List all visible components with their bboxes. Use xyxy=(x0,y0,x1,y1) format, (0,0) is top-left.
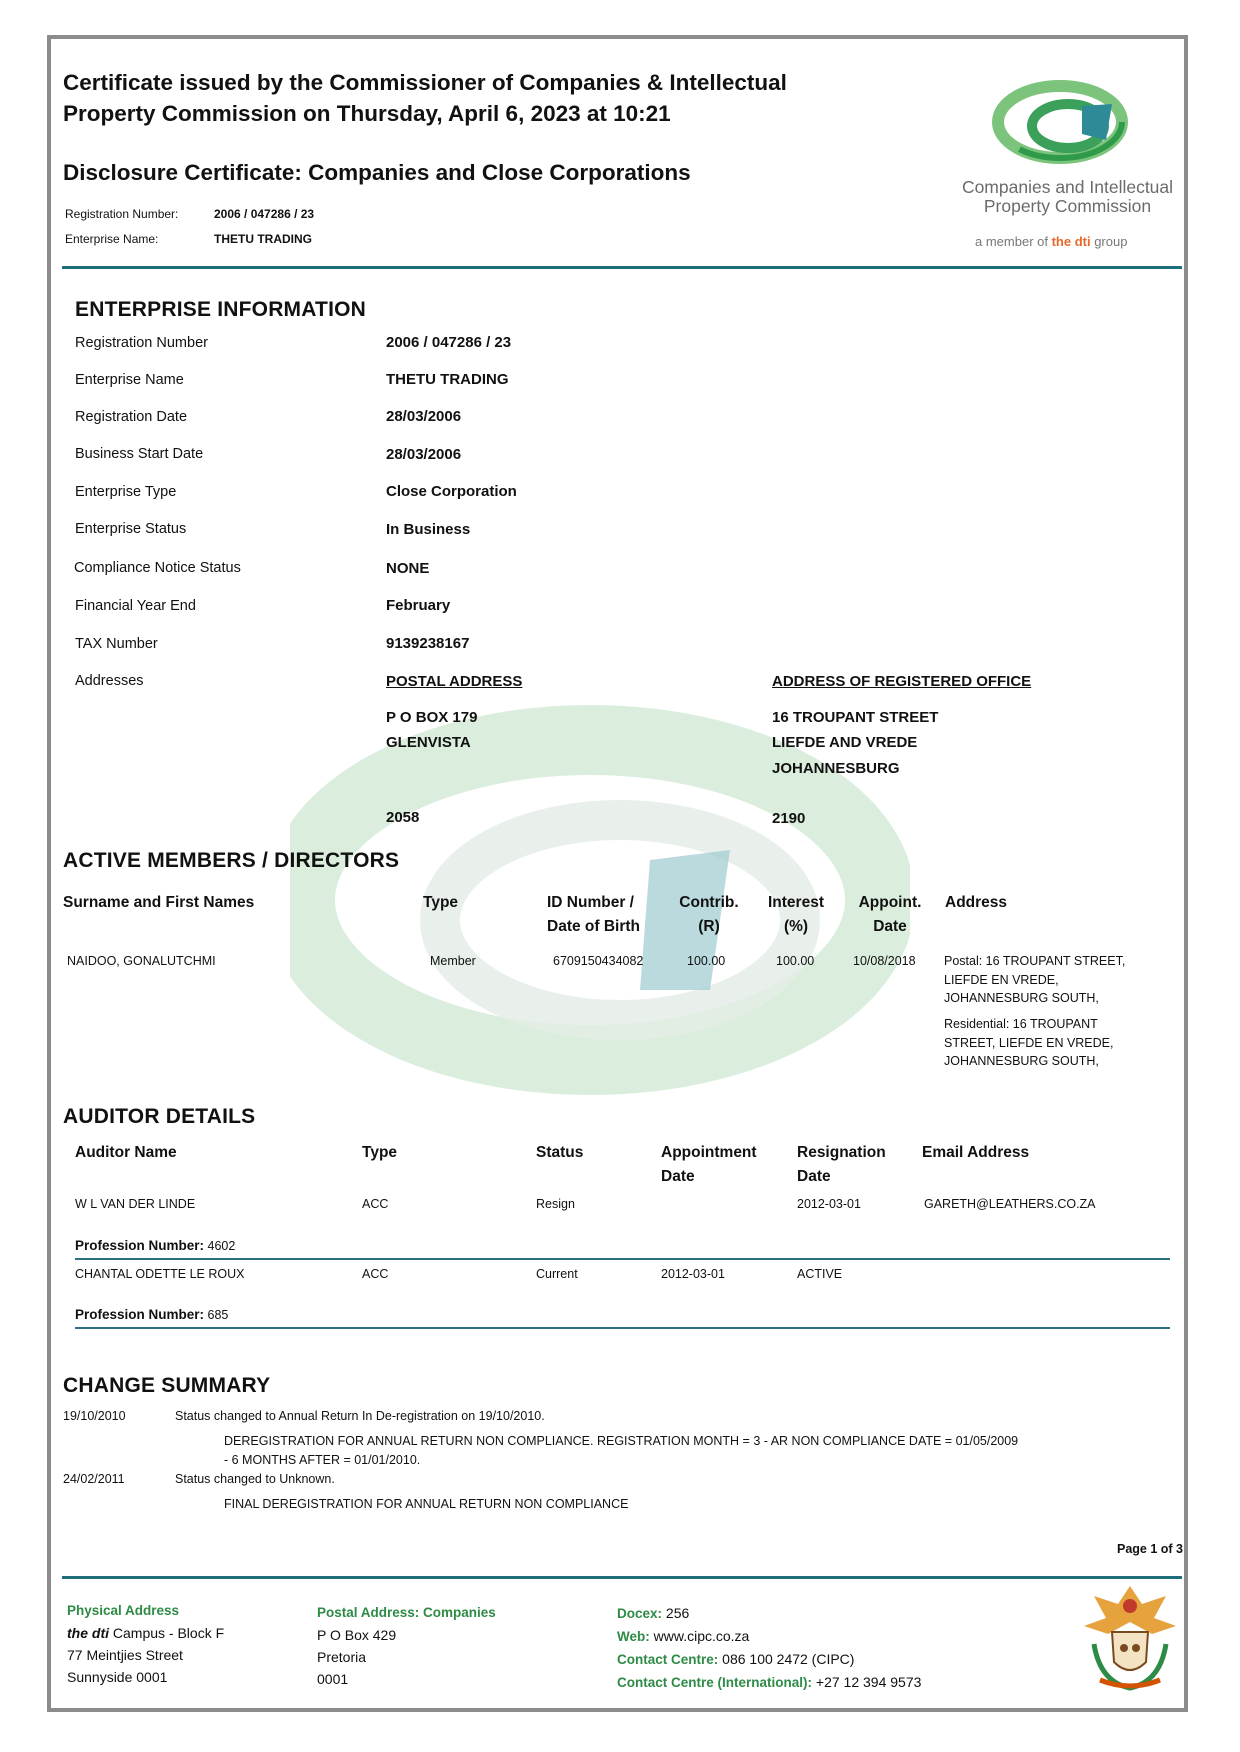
postal-address-heading: POSTAL ADDRESS xyxy=(386,673,523,690)
footer-postal-heading: Postal Address: Companies xyxy=(317,1605,496,1620)
footer-dti-brand: the dti xyxy=(67,1625,109,1641)
members-col-id xyxy=(547,891,640,939)
footer-web-label: Web: xyxy=(617,1629,650,1644)
auditor-appointment: 2012-03-01 xyxy=(661,1267,725,1281)
member-contrib: 100.00 xyxy=(687,954,726,968)
members-col-type: Type xyxy=(423,894,459,911)
members-col-appoint xyxy=(855,891,925,939)
footer-physical-line1 xyxy=(67,1622,224,1644)
field-value: February xyxy=(386,597,451,614)
logo-tagline-pre: a member of xyxy=(975,234,1052,249)
registered-line: 16 TROUPANT STREET xyxy=(772,709,939,726)
auditors-col-resignation-line2: Date xyxy=(797,1168,831,1185)
footer-contact-centre xyxy=(617,1648,921,1671)
members-col-appoint-line2: Date xyxy=(873,918,907,935)
members-col-interest-line2: (%) xyxy=(783,918,809,935)
footer-postal xyxy=(317,1602,496,1690)
footer-postal-line2: Pretoria xyxy=(317,1649,367,1665)
footer-postal-line3: 0001 xyxy=(317,1671,349,1687)
footer-contact-centre-intl xyxy=(617,1671,921,1694)
registered-office-heading: ADDRESS OF REGISTERED OFFICE xyxy=(772,673,1032,690)
profession-number: 4602 xyxy=(207,1239,236,1253)
change-date: 19/10/2010 xyxy=(63,1409,126,1423)
coat-of-arms-icon xyxy=(1080,1582,1180,1694)
auditor-name: CHANTAL ODETTE LE ROUX xyxy=(75,1267,245,1281)
field-label: Business Start Date xyxy=(75,446,204,462)
members-col-name: Surname and First Names xyxy=(63,894,255,911)
auditor-status: Current xyxy=(536,1267,578,1281)
profession-label: Profession Number: xyxy=(75,1307,205,1322)
auditors-col-appointment-line1: Appointment xyxy=(661,1144,757,1161)
members-col-interest-line1: Interest xyxy=(768,894,824,911)
header-name-value: THETU TRADING xyxy=(214,232,312,246)
auditors-col-appointment xyxy=(661,1141,757,1189)
header-divider xyxy=(62,266,1182,269)
footer-physical-line1-rest: Campus - Block F xyxy=(109,1625,225,1641)
logo-text-line2: Property Commission xyxy=(983,196,1152,216)
member-appoint: 10/08/2018 xyxy=(853,954,916,968)
footer-web xyxy=(617,1625,921,1648)
postal-code: 2058 xyxy=(386,809,420,826)
footer-divider xyxy=(62,1576,1182,1579)
members-col-appoint-line1: Appoint. xyxy=(858,894,922,911)
change-text: Status changed to Unknown. xyxy=(175,1472,335,1486)
change-detail: FINAL DEREGISTRATION FOR ANNUAL RETURN NON COMPLIANCE xyxy=(224,1497,629,1511)
postal-line: GLENVISTA xyxy=(386,734,471,751)
footer-cc-label: Contact Centre: xyxy=(617,1652,719,1667)
field-value: 28/03/2006 xyxy=(386,446,462,463)
footer-contact xyxy=(617,1602,921,1694)
auditor-profession xyxy=(75,1307,228,1322)
field-label: Enterprise Name xyxy=(75,372,184,388)
footer-cci-label: Contact Centre (International): xyxy=(617,1675,813,1690)
certificate-title-line1: Certificate issued by the Commissioner of Companies & Intellectual xyxy=(63,70,787,95)
field-value: NONE xyxy=(386,560,430,577)
auditor-profession xyxy=(75,1238,235,1253)
auditors-col-status: Status xyxy=(536,1144,584,1161)
profession-label: Profession Number: xyxy=(75,1238,205,1253)
member-postal-address: Postal: 16 TROUPANT STREET, LIEFDE EN VREDE, JOHANNESBURG SOUTH, xyxy=(944,954,1126,1005)
change-detail: DEREGISTRATION FOR ANNUAL RETURN NON COMPLIANCE. REGISTRATION MONTH = 3 - AR NON COMPLIANCE DATE = 01/05/2009 xyxy=(224,1434,1019,1448)
field-value: In Business xyxy=(386,521,471,538)
footer-docex-label: Docex: xyxy=(617,1606,663,1621)
profession-number: 685 xyxy=(207,1308,229,1322)
footer-physical-line2: 77 Meintjies Street xyxy=(67,1647,183,1663)
auditors-col-name: Auditor Name xyxy=(75,1144,177,1161)
enterprise-heading: ENTERPRISE INFORMATION xyxy=(75,298,367,321)
change-text: Status changed to Annual Return In De-registration on 19/10/2010. xyxy=(175,1409,545,1423)
header-reg-value: 2006 / 047286 / 23 xyxy=(214,207,315,221)
postal-line: P O BOX 179 xyxy=(386,709,478,726)
auditors-col-type: Type xyxy=(362,1144,398,1161)
field-label: Enterprise Status xyxy=(75,521,187,537)
auditors-heading: AUDITOR DETAILS xyxy=(63,1105,256,1128)
logo-tagline xyxy=(975,234,1127,249)
auditor-type: ACC xyxy=(362,1267,389,1281)
cipc-logo-icon xyxy=(990,70,1140,175)
field-label: TAX Number xyxy=(75,636,158,652)
member-name: NAIDOO, GONALUTCHMI xyxy=(67,954,216,968)
footer-docex xyxy=(617,1602,921,1625)
auditor-resignation: ACTIVE xyxy=(797,1267,843,1281)
auditor-resignation: 2012-03-01 xyxy=(797,1197,861,1211)
auditor-type: ACC xyxy=(362,1197,389,1211)
field-label: Registration Number xyxy=(75,335,208,351)
members-col-id-line2: Date of Birth xyxy=(547,918,640,935)
footer-physical xyxy=(67,1600,224,1688)
field-value: 2006 / 047286 / 23 xyxy=(386,334,512,351)
member-interest: 100.00 xyxy=(776,954,815,968)
change-date: 24/02/2011 xyxy=(63,1472,125,1486)
members-col-interest xyxy=(765,891,827,939)
members-col-contrib-line1: Contrib. xyxy=(679,894,739,911)
field-value: Close Corporation xyxy=(386,483,517,500)
members-col-contrib-line2: (R) xyxy=(698,918,720,935)
logo-tagline-post: group xyxy=(1090,234,1128,249)
auditors-col-resignation-line1: Resignation xyxy=(797,1144,886,1161)
footer-physical-heading: Physical Address xyxy=(67,1603,180,1618)
registered-line: JOHANNESBURG xyxy=(772,760,900,777)
auditor-name: W L VAN DER LINDE xyxy=(75,1197,196,1211)
members-heading: ACTIVE MEMBERS / DIRECTORS xyxy=(63,849,400,872)
auditor-row-divider xyxy=(75,1258,1170,1260)
changes-heading: CHANGE SUMMARY xyxy=(63,1374,271,1397)
members-col-contrib xyxy=(677,891,741,939)
auditor-status: Resign xyxy=(536,1197,575,1211)
footer-postal-line1: P O Box 429 xyxy=(317,1627,397,1643)
logo-tagline-brand: the dti xyxy=(1051,234,1091,249)
auditors-col-email: Email Address xyxy=(922,1144,1030,1161)
certificate-subtitle: Disclosure Certificate: Companies and Close Corporations xyxy=(63,160,691,185)
auditors-col-appointment-line2: Date xyxy=(661,1168,695,1185)
registered-code: 2190 xyxy=(772,810,806,827)
member-type: Member xyxy=(430,954,476,968)
registered-line: LIEFDE AND VREDE xyxy=(772,734,918,751)
field-label: Compliance Notice Status xyxy=(74,560,241,576)
footer-physical-line3: Sunnyside 0001 xyxy=(67,1669,168,1685)
page-number: Page 1 of 3 xyxy=(1117,1542,1183,1556)
field-label: Financial Year End xyxy=(75,598,196,614)
field-value: 9139238167 xyxy=(386,635,470,652)
footer-docex-value: 256 xyxy=(665,1605,690,1621)
change-detail: - 6 MONTHS AFTER = 01/01/2010. xyxy=(224,1453,421,1467)
field-label: Enterprise Type xyxy=(75,484,177,500)
footer-cc-value: 086 100 2472 (CIPC) xyxy=(722,1651,855,1667)
member-id: 6709150434082 xyxy=(553,954,644,968)
auditors-col-resignation xyxy=(797,1141,886,1189)
logo-text-line1: Companies and Intellectual xyxy=(961,177,1174,197)
footer-cci-value: +27 12 394 9573 xyxy=(815,1674,922,1690)
member-residential-address: Residential: 16 TROUPANT STREET, LIEFDE EN VREDE, JOHANNESBURG SOUTH, xyxy=(944,1017,1114,1068)
field-value: 28/03/2006 xyxy=(386,408,462,425)
field-value: THETU TRADING xyxy=(386,371,509,388)
field-label: Registration Date xyxy=(75,409,188,425)
auditor-email: GARETH@LEATHERS.CO.ZA xyxy=(924,1197,1096,1211)
members-col-id-line1: ID Number / xyxy=(547,894,634,911)
members-col-address: Address xyxy=(945,894,1008,911)
header-reg-label: Registration Number: xyxy=(65,207,179,221)
footer-web-link[interactable]: www.cipc.co.za xyxy=(653,1628,750,1644)
addresses-label: Addresses xyxy=(75,673,144,689)
auditor-row-divider xyxy=(75,1327,1170,1329)
header-name-label: Enterprise Name: xyxy=(65,232,159,246)
certificate-title-line2: Property Commission on Thursday, April 6, 2023 at 10:21 xyxy=(63,101,671,126)
